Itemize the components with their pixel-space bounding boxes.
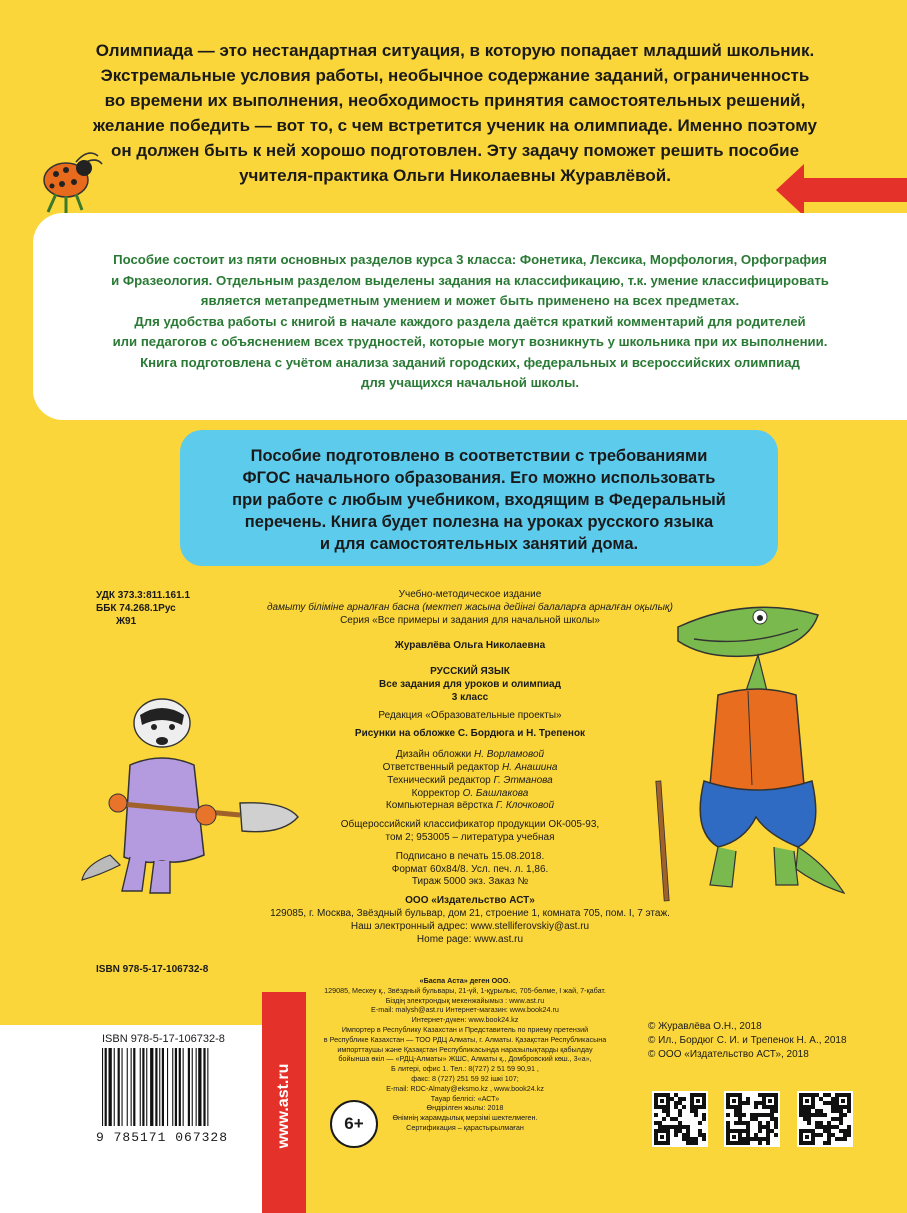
- kz-line: 129085, Мескеу қ., Звёздный бульвары, 21-үй, 1-құрылыс, 705-бөлме, I жай, 7-қабат.: [324, 985, 606, 995]
- fgos-line: при работе с любым учебником, входящим в Федеральный: [232, 491, 726, 509]
- age-rating-badge: 6+: [330, 1100, 378, 1148]
- home-page: Home page: www.ast.ru: [416, 933, 524, 945]
- qr-code-icon: [799, 1093, 851, 1145]
- description-line: является метапредметным умением и может быть применено на всех предметах.: [200, 293, 740, 308]
- classifier-2: том 2; 953005 – литература учебная: [385, 831, 555, 843]
- description-line: Пособие состоит из пяти основных разделов курса 3 класса: Фонетика, Лексика, Морфология, Орфография: [113, 252, 827, 267]
- author-mark: Ж91: [116, 616, 137, 627]
- intro-line: Олимпиада — это нестандартная ситуация, в которую попадает младший школьник.: [95, 41, 815, 60]
- intro-line: Экстремальные условия работы, необычное содержание заданий, ограниченность: [100, 66, 810, 85]
- udk-code: УДК 373.3:811.161.1: [96, 590, 191, 601]
- qr-code[interactable]: [797, 1091, 853, 1147]
- layout-credit: Компьютерная вёрстка Г. Клочковой: [385, 800, 555, 812]
- kz-line: Тауар белгісі: «АСТ»: [430, 1093, 500, 1103]
- classifier: Общероссийский классификатор продукции ОК-005-93,: [340, 819, 600, 831]
- kz-line: бойынша өкіл — «РДЦ-Алматы» ЖШС, Алматы қ., Домбровский көш., 3«а»,: [338, 1054, 592, 1064]
- intro-line: во времени их выполнения, необходимость принятия самостоятельных решений,: [104, 91, 806, 110]
- grade: 3 класс: [451, 691, 489, 703]
- print-run: Тираж 5000 экз. Заказ №: [411, 876, 529, 888]
- barcode-image: [102, 1048, 242, 1126]
- kz-line: Біздің электрондық мекенжайымыз : www.ast.ru: [385, 995, 545, 1005]
- kz-line: импорттаушы және Қазақстан Республикасында наразылықтарды қабылдау: [337, 1044, 593, 1054]
- fgos-line: и для самостоятельных занятий дома.: [319, 535, 639, 553]
- kz-line: факс: 8 (727) 251 59 92 ішкі 107;: [411, 1073, 519, 1083]
- copyright-line: © Журавлёва О.Н., 2018: [648, 1021, 762, 1032]
- imprint-block: [250, 589, 690, 946]
- kz-line: в Республике Казахстан — ТОО РДЦ Алматы, г. Алматы. Қазақстан Республикасына: [323, 1034, 607, 1044]
- kz-line: Өнімнің жарамдылық мерзімі шектелмеген.: [392, 1113, 538, 1123]
- description-line: или педагогов с объяснением всех трудностей, которые могут возникнуть у школьника при их выполнении.: [112, 334, 828, 349]
- intro-paragraph: [40, 38, 870, 188]
- address: 129085, г. Москва, Звёздный бульвар, дом 21, строение 1, комната 705, пом. I, 7 этаж.: [270, 907, 670, 919]
- intro-line: желание победить — вот то, с чем встретится ученик на олимпиаде. Именно поэтому: [92, 116, 818, 135]
- kz-line: E-mail: malysh@ast.ru Интернет-магазин: www.book24.ru: [371, 1005, 559, 1015]
- author: Журавлёва Ольга Николаевна: [394, 640, 546, 652]
- intro-line: учителя-практика Ольги Николаевны Журавлёвой.: [239, 166, 671, 185]
- kz-line: Сертификация – қарастырылмаған: [406, 1122, 524, 1132]
- url-vertical-wrap: [270, 1035, 298, 1185]
- badger-illustration: [70, 685, 305, 900]
- ast-url[interactable]: www.ast.ru: [275, 1063, 292, 1149]
- fgos-line: ФГОС начального образования. Его можно использовать: [242, 469, 716, 487]
- ladybug-illustration: [36, 142, 106, 217]
- intro-line: он должен быть к ней хорошо подготовлен. Эту задачу поможет решить пособие: [110, 141, 800, 160]
- book-title: Все задания для уроков и олимпиад: [379, 678, 561, 690]
- fgos-line: Пособие подготовлено в соответствии с требованиями: [250, 447, 708, 465]
- description-line: и Фразеология. Отдельным разделом выделены задания на классификацию, т.к. умение классифицировать: [111, 272, 829, 288]
- edition-office: Редакция «Образовательные проекты»: [378, 709, 562, 721]
- series: Серия «Все примеры и задания для начальной школы»: [340, 614, 600, 626]
- bbk-code: ББК 74.268.1Рус: [96, 603, 176, 614]
- barcode-digits: 9 785171 067328: [96, 1130, 229, 1145]
- fgos-line: перечень. Книга будет полезна на уроках русского языка: [244, 513, 714, 531]
- illustrations-credit: Рисунки на обложке С. Бордюга и Н. Трепенок: [354, 728, 586, 740]
- description-text: [60, 250, 880, 394]
- isbn-code: ISBN 978-5-17-106732-8: [96, 964, 209, 975]
- crocodile-illustration: [648, 585, 848, 915]
- kz-line: E-mail: RDC-Almaty@eksmo.kz , www.book24.kz: [386, 1083, 544, 1093]
- qr-code[interactable]: [652, 1091, 708, 1147]
- qr-code[interactable]: [724, 1091, 780, 1147]
- qr-code-icon: [726, 1093, 778, 1145]
- description-line: Для удобства работы с книгой в начале каждого раздела даётся краткий комментарий для родителей: [134, 313, 806, 329]
- design-credit: Дизайн обложки Н. Ворламовой: [395, 749, 545, 761]
- kz-line: Өндірілген жылы: 2018: [426, 1103, 504, 1113]
- format: Формат 60x84/8. Усл. печ. л. 1,86.: [391, 863, 549, 875]
- publisher: ООО «Издательство АСТ»: [405, 895, 535, 907]
- qr-code-icon: [654, 1093, 706, 1145]
- corrector-credit: Корректор О. Башлакова: [411, 787, 529, 799]
- signed-date: Подписано в печать 15.08.2018.: [395, 850, 545, 862]
- description-line: Книга подготовлена с учётом анализа заданий городских, федеральных и всероссийских олимпиад: [140, 354, 800, 370]
- copyright-line: © Ил., Бордюг С. И. и Трепенок Н. А., 2018: [648, 1035, 847, 1046]
- description-line: для учащихся начальной школы.: [360, 375, 580, 390]
- edition-type-kz: дамыту білiмiне арналған басна (мектеп жасына дейiнгi балаларға арналған оқылық): [267, 601, 673, 613]
- copyright-line: © ООО «Издательство АСТ», 2018: [648, 1049, 809, 1060]
- kz-line: «Баспа Аста» деген ООО.: [419, 976, 511, 985]
- fgos-text: [180, 445, 778, 555]
- kz-line: Б литері, офис 1. Тел.: 8(727) 2 51 59 90,91 ,: [391, 1064, 539, 1074]
- barcode-isbn: ISBN 978-5-17-106732-8: [102, 1033, 225, 1045]
- edition-type: Учебно-методическое издание: [398, 589, 542, 600]
- copyright-block: [648, 1020, 847, 1062]
- email: Наш электронный адрес: www.stelliferovskiy@ast.ru: [350, 920, 590, 932]
- kz-line: Импортер в Республику Казахстан и Представитель по приему претензий: [341, 1024, 589, 1034]
- kz-line: Интернет-дүкен: www.book24.kz: [411, 1015, 519, 1025]
- subject: РУССКИЙ ЯЗЫК: [430, 666, 510, 678]
- tech-editor-credit: Технический редактор Г. Этманова: [387, 774, 553, 786]
- red-arrow-icon: [776, 162, 907, 218]
- editor-credit: Ответственный редактор Н. Анашина: [382, 761, 558, 773]
